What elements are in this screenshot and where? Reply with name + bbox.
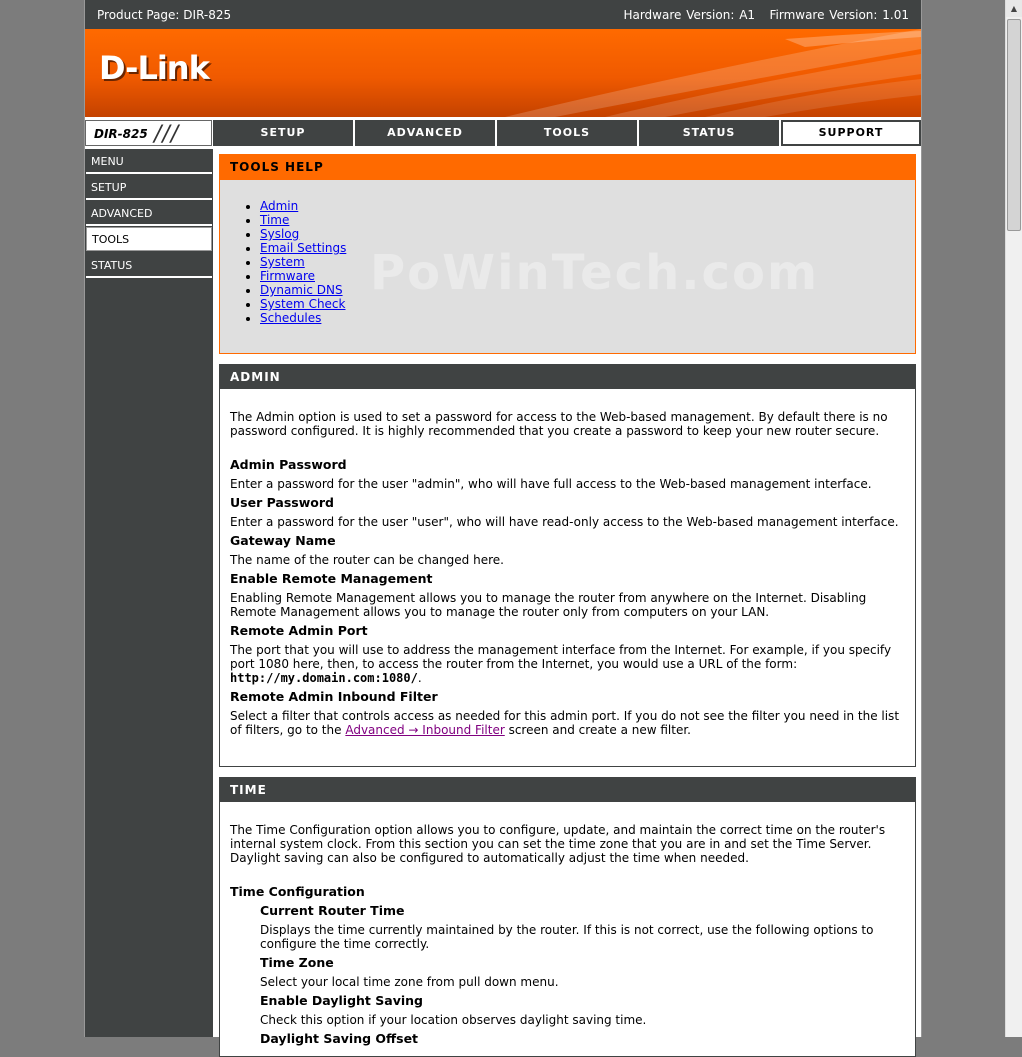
list-item bbox=[260, 311, 346, 325]
list-item bbox=[260, 227, 346, 241]
watermark: PoWinTech.com bbox=[370, 245, 819, 301]
sidebar-item-tools[interactable]: TOOLS bbox=[86, 227, 212, 251]
tab-status[interactable]: STATUS bbox=[639, 120, 779, 146]
admin-content bbox=[230, 410, 903, 737]
product-page-label: Product Page: DIR-825 bbox=[97, 8, 232, 22]
remote-admin-port-heading: Remote Admin Port bbox=[230, 623, 368, 638]
tab-setup[interactable]: SETUP bbox=[213, 120, 353, 146]
daylight-saving-heading: Enable Daylight Saving bbox=[260, 993, 423, 1008]
vertical-scrollbar[interactable] bbox=[1005, 0, 1022, 1037]
inbound-filter-text: Select a filter that controls access as needed for this admin port. If you do not see the filter you need in the list of filters, go to the bbox=[230, 709, 900, 737]
url-example: http://my.domain.com:1080/ bbox=[230, 671, 418, 685]
link-schedules[interactable]: Schedules bbox=[260, 311, 322, 325]
gateway-name-heading: Gateway Name bbox=[230, 533, 336, 548]
user-password-heading: User Password bbox=[230, 495, 334, 510]
tab-advanced[interactable]: ADVANCED bbox=[355, 120, 495, 146]
admin-help-box bbox=[219, 364, 916, 767]
link-system-check[interactable]: System Check bbox=[260, 297, 346, 311]
inbound-filter-link[interactable]: Advanced → Inbound Filter bbox=[345, 723, 505, 737]
brand-banner bbox=[85, 29, 921, 117]
sidebar-item-setup[interactable]: SETUP bbox=[86, 176, 212, 200]
time-title: TIME bbox=[220, 778, 915, 802]
dlink-logo[interactable]: D-Link bbox=[99, 49, 209, 87]
router-page bbox=[84, 0, 922, 1046]
tools-help-title: TOOLS HELP bbox=[220, 155, 915, 180]
current-router-time-heading: Current Router Time bbox=[260, 903, 405, 918]
list-item bbox=[260, 213, 346, 227]
time-content bbox=[230, 823, 903, 1046]
time-config-subsections bbox=[230, 904, 903, 1046]
sidebar-item-menu[interactable]: MENU bbox=[86, 150, 212, 174]
remote-management-heading: Enable Remote Management bbox=[230, 571, 433, 586]
link-admin[interactable]: Admin bbox=[260, 199, 299, 213]
time-configuration-heading: Time Configuration bbox=[230, 884, 365, 899]
link-system[interactable]: System bbox=[260, 255, 305, 269]
gateway-name-text: The name of the router can be changed here. bbox=[230, 553, 504, 567]
user-password-text: Enter a password for the user "user", who will have read-only access to the Web-based management interface. bbox=[230, 515, 899, 529]
url-example-line bbox=[230, 671, 903, 685]
sidebar-item-advanced[interactable]: ADVANCED bbox=[86, 202, 212, 226]
model-badge bbox=[85, 120, 212, 146]
sidebar bbox=[85, 149, 213, 1037]
model-label: DIR-825 bbox=[94, 127, 148, 141]
link-email-settings[interactable]: Email Settings bbox=[260, 241, 347, 255]
help-link-list bbox=[260, 199, 346, 325]
admin-intro: The Admin option is used to set a password for access to the Web-based management. By default there is no password configured. It is highly recommended that you create a password to keep your new router secure. bbox=[230, 410, 888, 438]
slash-decoration-icon: / / / bbox=[154, 122, 176, 147]
time-zone-text: Select your local time zone from pull down menu. bbox=[260, 975, 559, 989]
list-item bbox=[260, 297, 346, 311]
list-item bbox=[260, 283, 346, 297]
list-item bbox=[260, 241, 346, 255]
daylight-saving-text: Check this option if your location observes daylight saving time. bbox=[260, 1013, 647, 1027]
time-intro: The Time Configuration option allows you to configure, update, and maintain the correct time on the router's internal system clock. From this section you can set the time zone that you are in and set the Time Server. Daylight saving can also be configured to automatically adjust the time when needed. bbox=[230, 823, 886, 865]
top-info-bar bbox=[85, 0, 921, 29]
admin-password-heading: Admin Password bbox=[230, 457, 347, 472]
tools-help-box bbox=[219, 154, 916, 354]
sidebar-item-status[interactable]: STATUS bbox=[86, 254, 212, 278]
list-item bbox=[260, 199, 346, 213]
remote-management-text: Enabling Remote Management allows you to manage the router from anywhere on the Internet. Disabling Remote Management allows you to manage the router only from computers on your LAN. bbox=[230, 591, 867, 619]
admin-password-text: Enter a password for the user "admin", who will have full access to the Web-based management interface. bbox=[230, 477, 872, 491]
list-item bbox=[260, 255, 346, 269]
tab-support[interactable]: SUPPORT bbox=[781, 120, 921, 146]
inbound-filter-paragraph bbox=[230, 709, 903, 737]
link-time[interactable]: Time bbox=[260, 213, 290, 227]
inbound-filter-heading: Remote Admin Inbound Filter bbox=[230, 689, 438, 704]
time-zone-heading: Time Zone bbox=[260, 955, 334, 970]
scrollbar-thumb[interactable] bbox=[1007, 19, 1021, 231]
inbound-filter-tail: screen and create a new filter. bbox=[504, 723, 691, 737]
main-navigation bbox=[85, 117, 921, 149]
banner-swoosh-graphic bbox=[85, 29, 921, 117]
current-router-time-text: Displays the time currently maintained by the router. If this is not correct, use the following options to configure the time correctly. bbox=[260, 923, 874, 951]
url-period: . bbox=[417, 671, 422, 685]
link-dynamic-dns[interactable]: Dynamic DNS bbox=[260, 283, 343, 297]
scroll-up-arrow-icon[interactable]: ▲ bbox=[1006, 0, 1022, 17]
daylight-offset-heading: Daylight Saving Offset bbox=[260, 1031, 419, 1046]
list-item bbox=[260, 269, 346, 283]
version-info: Hardware Version: A1 Firmware Version: 1.01 bbox=[623, 8, 909, 22]
tab-tools[interactable]: TOOLS bbox=[497, 120, 637, 146]
admin-title: ADMIN bbox=[220, 365, 915, 389]
link-firmware[interactable]: Firmware bbox=[260, 269, 315, 283]
link-syslog[interactable]: Syslog bbox=[260, 227, 300, 241]
remote-admin-port-text: The port that you will use to address the management interface from the Internet. For example, if you specify port 1080 here, then, to access the router from the Internet, you would use a URL of the form: bbox=[230, 643, 892, 671]
time-help-box bbox=[219, 777, 916, 1057]
